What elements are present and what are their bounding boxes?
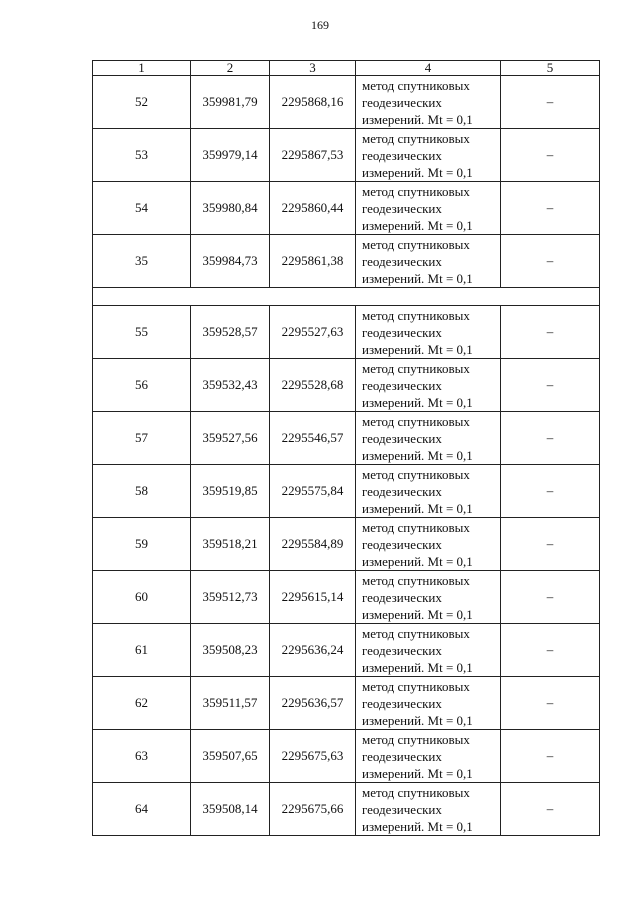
- method-line: метод спутниковых: [362, 307, 470, 323]
- table-row: [93, 783, 600, 836]
- column-5-cell: –: [501, 571, 600, 624]
- method-line: метод спутниковых: [362, 625, 470, 641]
- method-line: измерений. Mt = 0,1: [362, 217, 473, 233]
- point-number-cell: 52: [93, 76, 191, 129]
- y-coordinate-cell: 2295861,38: [270, 235, 356, 288]
- point-number-cell: 60: [93, 571, 191, 624]
- method-line: геодезических: [362, 94, 442, 110]
- point-number-cell: 59: [93, 518, 191, 571]
- method-cell: [356, 465, 501, 518]
- point-number-cell: 62: [93, 677, 191, 730]
- method-line: измерений. Mt = 0,1: [362, 659, 473, 675]
- point-number-cell: 57: [93, 412, 191, 465]
- point-number-cell: 53: [93, 129, 191, 182]
- column-header: 5: [501, 61, 600, 76]
- table-row: [93, 182, 600, 235]
- y-coordinate-cell: 2295868,16: [270, 76, 356, 129]
- method-line: геодезических: [362, 200, 442, 216]
- column-5-cell: –: [501, 518, 600, 571]
- method-cell: [356, 783, 501, 836]
- table-row: [93, 76, 600, 129]
- table-row: [93, 624, 600, 677]
- table-row: [93, 412, 600, 465]
- x-coordinate-cell: 359511,57: [191, 677, 270, 730]
- table-row: [93, 129, 600, 182]
- point-number-cell: 63: [93, 730, 191, 783]
- x-coordinate-cell: 359528,57: [191, 306, 270, 359]
- column-header: 1: [93, 61, 191, 76]
- y-coordinate-cell: 2295584,89: [270, 518, 356, 571]
- method-line: геодезических: [362, 801, 442, 817]
- column-header: 4: [356, 61, 501, 76]
- x-coordinate-cell: 359527,56: [191, 412, 270, 465]
- method-line: метод спутниковых: [362, 77, 470, 93]
- table-row: [93, 306, 600, 359]
- point-number-cell: 56: [93, 359, 191, 412]
- method-cell: [356, 129, 501, 182]
- y-coordinate-cell: 2295675,66: [270, 783, 356, 836]
- method-line: геодезических: [362, 536, 442, 552]
- method-line: метод спутниковых: [362, 678, 470, 694]
- column-5-cell: –: [501, 465, 600, 518]
- y-coordinate-cell: 2295867,53: [270, 129, 356, 182]
- method-cell: [356, 235, 501, 288]
- column-5-cell: –: [501, 76, 600, 129]
- x-coordinate-cell: 359979,14: [191, 129, 270, 182]
- point-number-cell: 58: [93, 465, 191, 518]
- method-line: метод спутниковых: [362, 519, 470, 535]
- method-line: метод спутниковых: [362, 130, 470, 146]
- y-coordinate-cell: 2295675,63: [270, 730, 356, 783]
- method-line: измерений. Mt = 0,1: [362, 818, 473, 834]
- point-number-cell: 54: [93, 182, 191, 235]
- method-line: геодезических: [362, 430, 442, 446]
- column-5-cell: –: [501, 677, 600, 730]
- method-line: измерений. Mt = 0,1: [362, 394, 473, 410]
- x-coordinate-cell: 359507,65: [191, 730, 270, 783]
- table-row: [93, 571, 600, 624]
- y-coordinate-cell: 2295527,63: [270, 306, 356, 359]
- x-coordinate-cell: 359519,85: [191, 465, 270, 518]
- column-5-cell: –: [501, 730, 600, 783]
- method-line: измерений. Mt = 0,1: [362, 765, 473, 781]
- x-coordinate-cell: 359508,14: [191, 783, 270, 836]
- method-line: геодезических: [362, 377, 442, 393]
- x-coordinate-cell: 359508,23: [191, 624, 270, 677]
- point-number-cell: 55: [93, 306, 191, 359]
- table-row: [93, 465, 600, 518]
- table-body: [93, 76, 600, 836]
- method-line: измерений. Mt = 0,1: [362, 164, 473, 180]
- y-coordinate-cell: 2295860,44: [270, 182, 356, 235]
- method-line: метод спутниковых: [362, 236, 470, 252]
- method-line: измерений. Mt = 0,1: [362, 447, 473, 463]
- point-number-cell: 64: [93, 783, 191, 836]
- column-5-cell: –: [501, 412, 600, 465]
- method-line: метод спутниковых: [362, 360, 470, 376]
- method-line: метод спутниковых: [362, 784, 470, 800]
- separator-row: [93, 288, 600, 306]
- x-coordinate-cell: 359518,21: [191, 518, 270, 571]
- method-cell: [356, 412, 501, 465]
- column-header: 3: [270, 61, 356, 76]
- y-coordinate-cell: 2295636,24: [270, 624, 356, 677]
- column-5-cell: –: [501, 624, 600, 677]
- column-header: 2: [191, 61, 270, 76]
- method-cell: [356, 518, 501, 571]
- method-line: метод спутниковых: [362, 572, 470, 588]
- point-number-cell: 61: [93, 624, 191, 677]
- method-line: измерений. Mt = 0,1: [362, 712, 473, 728]
- method-cell: [356, 359, 501, 412]
- method-line: геодезических: [362, 748, 442, 764]
- method-line: геодезических: [362, 695, 442, 711]
- x-coordinate-cell: 359980,84: [191, 182, 270, 235]
- method-line: метод спутниковых: [362, 466, 470, 482]
- table-row: [93, 235, 600, 288]
- method-line: геодезических: [362, 642, 442, 658]
- method-cell: [356, 571, 501, 624]
- table-row: [93, 677, 600, 730]
- method-line: геодезических: [362, 589, 442, 605]
- method-line: метод спутниковых: [362, 183, 470, 199]
- column-5-cell: –: [501, 306, 600, 359]
- table-row: [93, 730, 600, 783]
- method-cell: [356, 624, 501, 677]
- coordinates-table: [92, 60, 600, 836]
- y-coordinate-cell: 2295615,14: [270, 571, 356, 624]
- method-line: геодезических: [362, 483, 442, 499]
- method-line: измерений. Mt = 0,1: [362, 341, 473, 357]
- method-cell: [356, 182, 501, 235]
- table-row: [93, 518, 600, 571]
- x-coordinate-cell: 359512,73: [191, 571, 270, 624]
- column-5-cell: –: [501, 129, 600, 182]
- separator-cell: [93, 288, 600, 306]
- column-5-cell: –: [501, 235, 600, 288]
- method-line: метод спутниковых: [362, 731, 470, 747]
- y-coordinate-cell: 2295528,68: [270, 359, 356, 412]
- y-coordinate-cell: 2295575,84: [270, 465, 356, 518]
- method-line: измерений. Mt = 0,1: [362, 500, 473, 516]
- table-row: [93, 359, 600, 412]
- method-line: измерений. Mt = 0,1: [362, 553, 473, 569]
- table-header-row: [93, 61, 600, 76]
- column-5-cell: –: [501, 783, 600, 836]
- method-cell: [356, 306, 501, 359]
- point-number-cell: 35: [93, 235, 191, 288]
- y-coordinate-cell: 2295636,57: [270, 677, 356, 730]
- column-5-cell: –: [501, 359, 600, 412]
- method-cell: [356, 730, 501, 783]
- method-cell: [356, 76, 501, 129]
- method-cell: [356, 677, 501, 730]
- y-coordinate-cell: 2295546,57: [270, 412, 356, 465]
- page-number: 169: [311, 18, 329, 32]
- method-line: измерений. Mt = 0,1: [362, 270, 473, 286]
- method-line: метод спутниковых: [362, 413, 470, 429]
- column-5-cell: –: [501, 182, 600, 235]
- method-line: измерений. Mt = 0,1: [362, 606, 473, 622]
- x-coordinate-cell: 359532,43: [191, 359, 270, 412]
- x-coordinate-cell: 359981,79: [191, 76, 270, 129]
- x-coordinate-cell: 359984,73: [191, 235, 270, 288]
- method-line: геодезических: [362, 324, 442, 340]
- method-line: измерений. Mt = 0,1: [362, 111, 473, 127]
- method-line: геодезических: [362, 253, 442, 269]
- method-line: геодезических: [362, 147, 442, 163]
